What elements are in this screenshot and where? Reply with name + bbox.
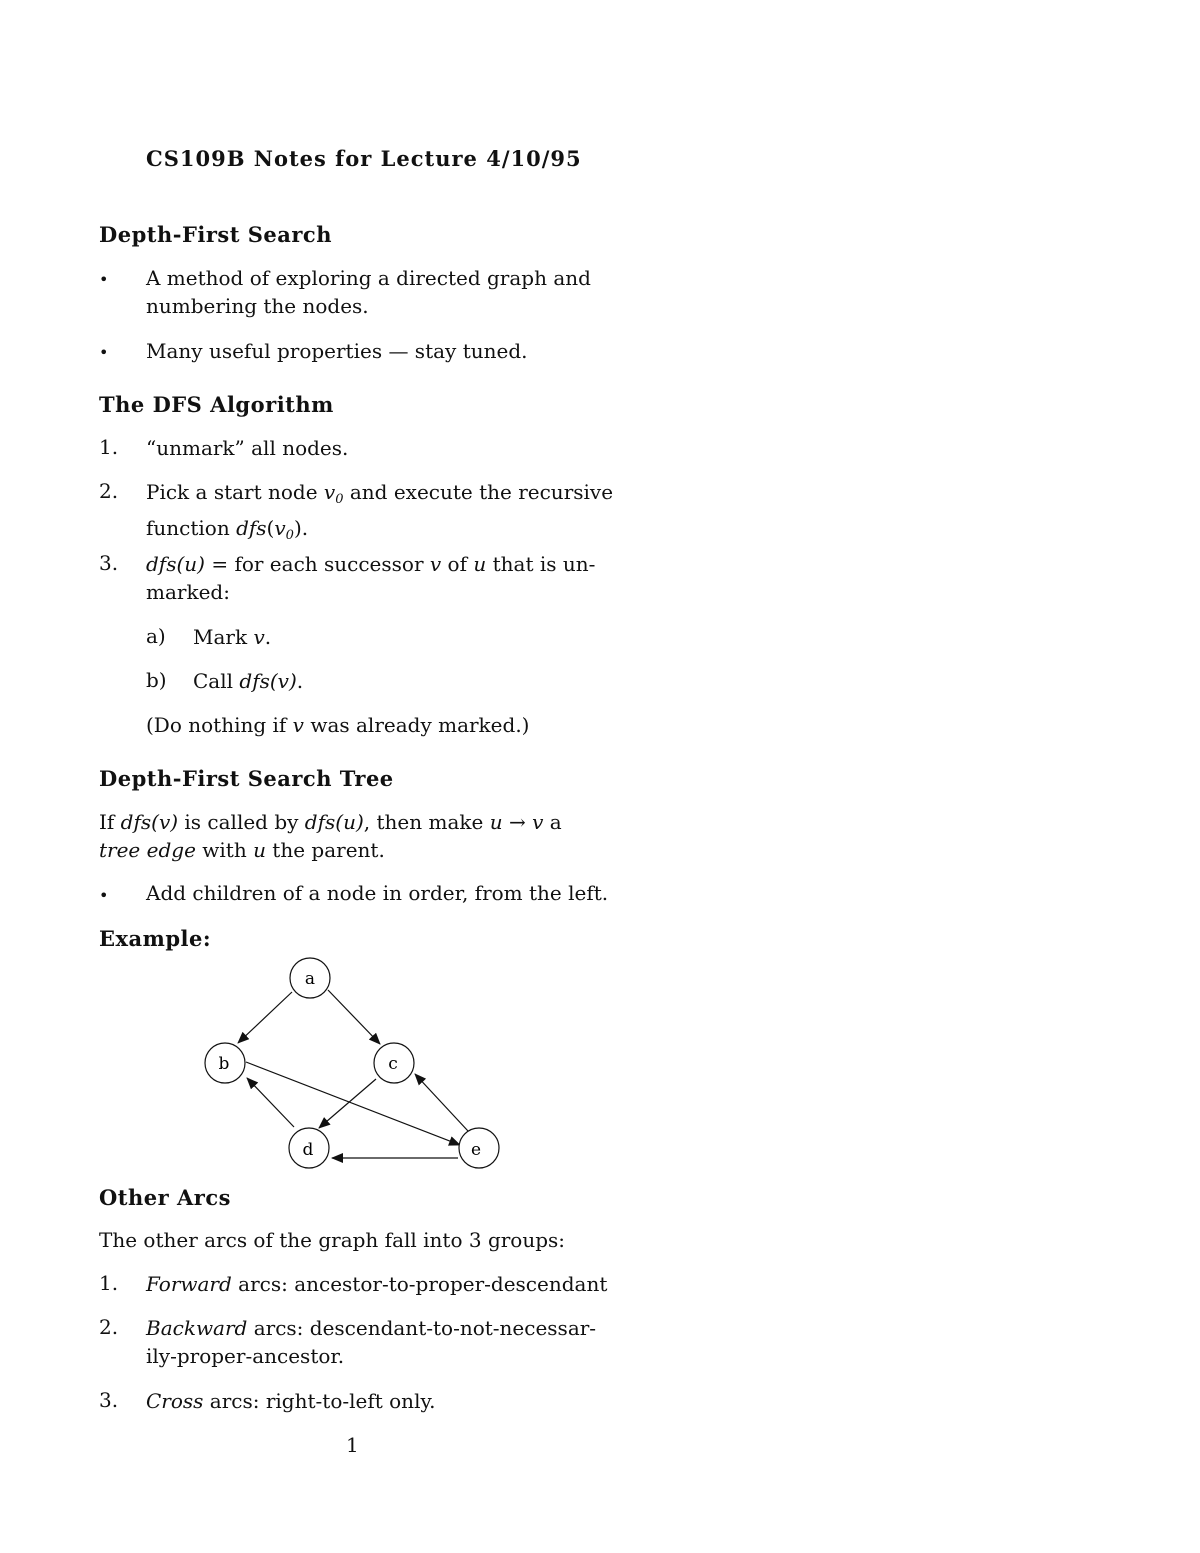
substep-text [193, 623, 271, 651]
step-line [146, 478, 616, 514]
step-text [146, 550, 616, 606]
text-fragment: arcs: descendant-to-not-necessar- [247, 1316, 597, 1340]
arc-type: Backward [146, 1316, 248, 1340]
step-number: 3. [99, 551, 119, 575]
graph-node-b [205, 1043, 245, 1083]
text-fragment: Mark [193, 625, 254, 649]
node-label: d [302, 1140, 314, 1160]
math-var: v [253, 625, 265, 649]
text-fragment: of [441, 552, 474, 576]
section-heading-dfs: Depth-First Search [99, 222, 332, 247]
math-var: (v) [151, 810, 179, 834]
bullet-marker: • [99, 886, 109, 905]
math-var: (u) [335, 810, 364, 834]
edge-b-e [246, 1062, 460, 1145]
bullet-marker: • [99, 343, 109, 362]
math-var: v [429, 552, 442, 576]
step-number: 1. [99, 435, 119, 459]
step-line [146, 514, 616, 550]
math-subscript: 0 [335, 492, 344, 507]
text-fragment: . [296, 669, 304, 693]
text-fragment: arcs: right-to-left only. [203, 1389, 436, 1413]
math-func: dfs [120, 810, 152, 834]
graph-node-a [290, 958, 330, 998]
arc-type: Cross [146, 1389, 204, 1413]
arc-type: Forward [146, 1272, 232, 1296]
substep-marker: b) [146, 668, 167, 692]
paragraph-line [99, 808, 614, 836]
arc-text [146, 1314, 616, 1370]
step-number: 2. [99, 479, 119, 503]
text-fragment: arcs: ancestor-to-proper-descendant [231, 1272, 608, 1296]
text-fragment: ( [266, 516, 275, 540]
bullet-text: Add children of a node in order, from the left. [146, 881, 609, 905]
text-fragment: that is un- [486, 552, 596, 576]
text-fragment: = for each successor [204, 552, 430, 576]
math-func: dfs [304, 810, 336, 834]
page-number: 1 [346, 1433, 359, 1457]
bullet-text [146, 337, 616, 365]
text-fragment: Pick a start node [146, 480, 324, 504]
math-var: v [292, 713, 304, 737]
substep-marker: a) [146, 624, 166, 648]
node-label: c [388, 1054, 398, 1074]
edge-a-b [238, 992, 292, 1043]
dfs-graph-diagram [190, 950, 520, 1180]
bullet-marker: • [99, 270, 109, 289]
math-var: u [473, 552, 487, 576]
other-arcs-intro: The other arcs of the graph fall into 3 groups: [99, 1228, 566, 1252]
math-var: (u) [176, 552, 205, 576]
arc-number: 1. [99, 1271, 119, 1295]
arc-number: 3. [99, 1388, 119, 1412]
math-var: v [532, 810, 544, 834]
step-line: marked: [146, 580, 230, 604]
math-func: dfs [236, 516, 267, 540]
math-var: v [274, 516, 286, 540]
edge-a-c [328, 990, 380, 1044]
substep-text [193, 667, 303, 695]
arc-line [146, 1270, 616, 1298]
text-fragment: the parent. [265, 838, 385, 862]
math-var: v [323, 480, 336, 504]
node-label: b [218, 1054, 230, 1074]
graph-node-d [289, 1128, 329, 1168]
text-fragment: is called by [178, 810, 305, 834]
text-fragment: a [543, 810, 562, 834]
text-fragment: with [195, 838, 254, 862]
arc-line [146, 1314, 616, 1342]
graph-node-e [459, 1128, 499, 1168]
arrow-symbol: → [508, 810, 526, 834]
math-func: dfs [239, 669, 270, 693]
text-fragment [99, 808, 562, 836]
text-fragment: . [264, 625, 272, 649]
algorithm-note [146, 711, 529, 739]
tree-paragraph [99, 808, 614, 864]
text-fragment: If [99, 810, 121, 834]
text-fragment: (Do nothing if [146, 713, 293, 737]
arc-number: 2. [99, 1315, 119, 1339]
example-heading: Example: [99, 926, 212, 951]
text-fragment: was already marked.) [303, 713, 530, 737]
math-subscript: 0 [285, 528, 294, 543]
step-line: “unmark” all nodes. [146, 436, 349, 460]
step-line [146, 550, 616, 578]
text-fragment: function [146, 516, 237, 540]
arc-text [146, 1270, 616, 1298]
bullet-line: numbering the nodes. [146, 294, 369, 318]
graph-node-c [374, 1043, 414, 1083]
emphasis-term: tree edge [99, 838, 196, 862]
bullet-line: A method of exploring a directed graph and [146, 266, 591, 290]
section-heading-tree: Depth-First Search Tree [99, 766, 394, 791]
arc-text [146, 1387, 616, 1415]
math-var: u [489, 810, 503, 834]
edge-d-b [247, 1078, 294, 1127]
math-var: u [253, 838, 266, 862]
bullet-line: Many useful properties — stay tuned. [146, 339, 528, 363]
edge-e-c [415, 1074, 468, 1131]
arc-line: ily-proper-ancestor. [146, 1344, 345, 1368]
math-func: dfs [146, 552, 177, 576]
text-fragment: Call [193, 669, 240, 693]
node-label: a [304, 969, 316, 989]
text-fragment: ). [293, 516, 309, 540]
text-fragment: , then make [363, 810, 490, 834]
section-heading-other-arcs: Other Arcs [99, 1185, 231, 1210]
edge-c-d [319, 1079, 376, 1128]
arc-line [146, 1387, 616, 1415]
text-fragment: and execute the recursive [343, 480, 614, 504]
step-text [146, 434, 616, 462]
math-var: (v) [269, 669, 297, 693]
node-label: e [470, 1140, 482, 1160]
bullet-text [146, 264, 616, 320]
paragraph-line [99, 836, 614, 864]
page-title: CS109B Notes for Lecture 4/10/95 [146, 146, 582, 171]
step-text [146, 478, 616, 550]
section-heading-algorithm: The DFS Algorithm [99, 392, 334, 417]
